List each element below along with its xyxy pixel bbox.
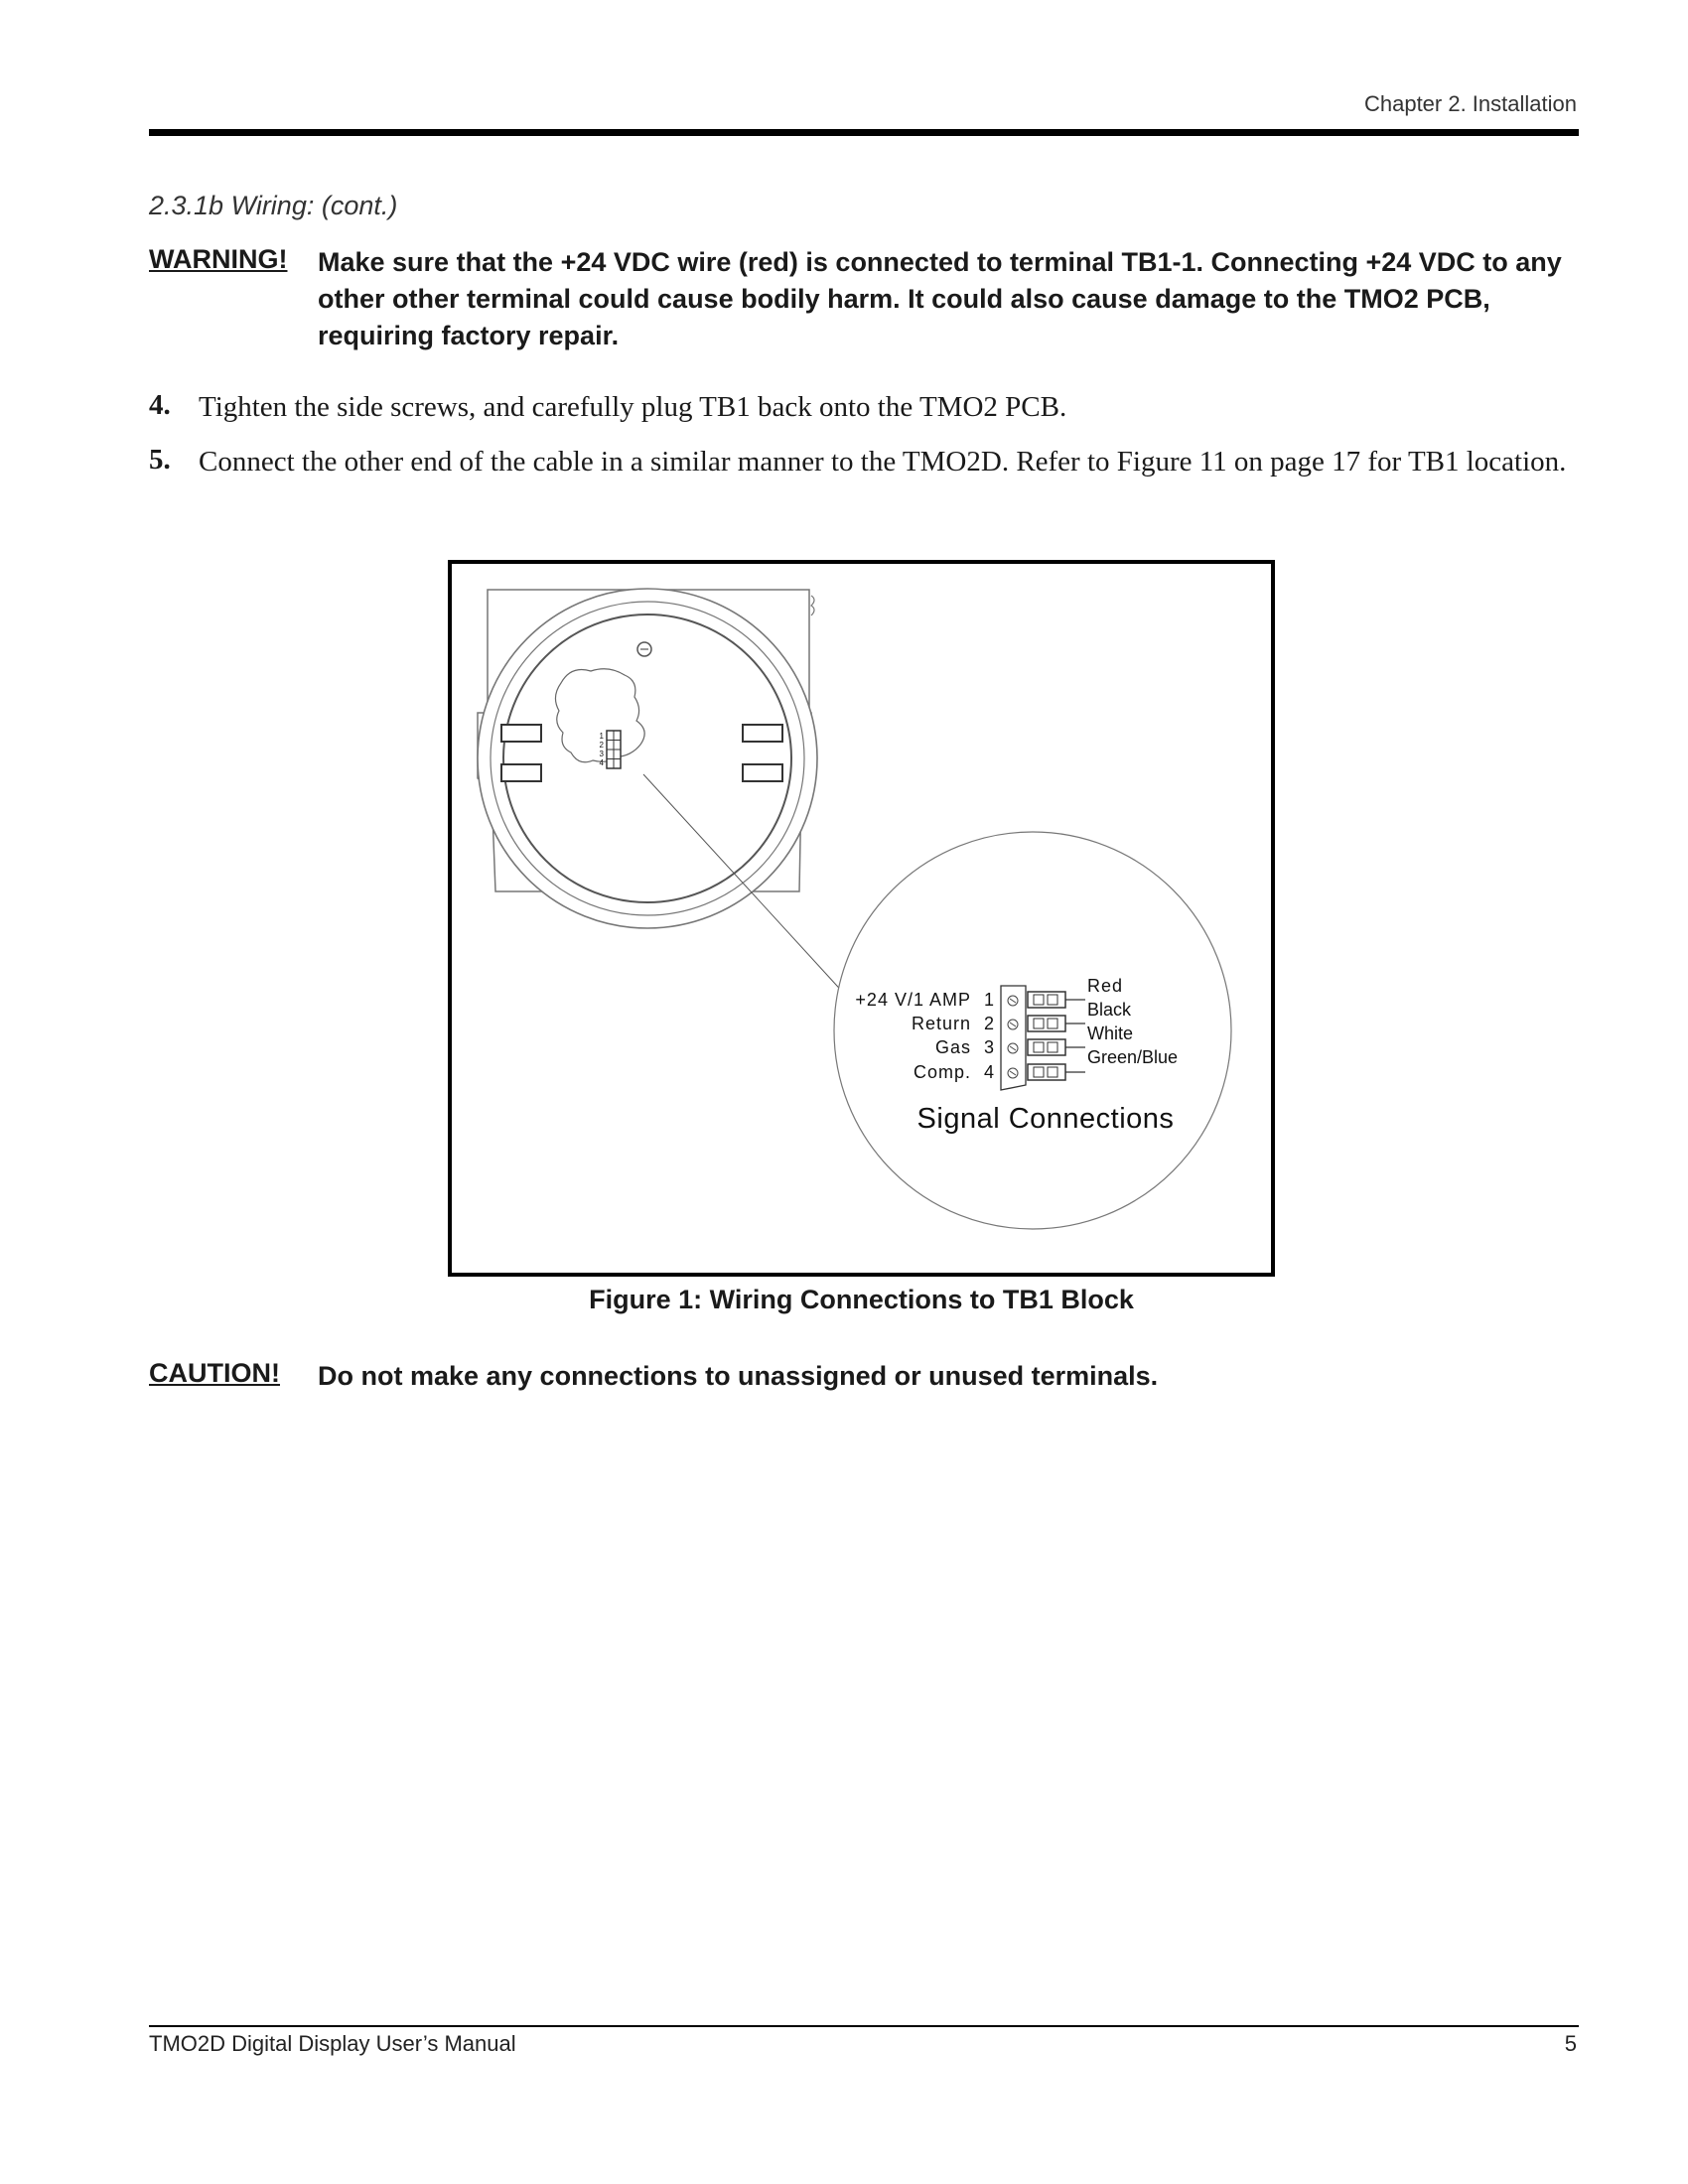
mini-terminal-number: 4	[599, 758, 604, 767]
terminal-number-3: 3	[983, 1037, 994, 1057]
step-text-4: Tighten the side screws, and carefully plug TB1 back onto the TMO2 PCB.	[199, 391, 1067, 423]
housing-outer-ring	[478, 589, 817, 928]
footer-manual-title: TMO2D Digital Display User’s Manual	[149, 2031, 516, 2056]
warning-text: Make sure that the +24 VDC wire (red) is connected to terminal TB1-1. Connecting +24 VDC to any other other terminal could cause bodily harm. It could also cause damage to the TMO2 PCB, requiring factory repair.	[318, 247, 1562, 350]
figure-caption: Figure 1: Wiring Connections to TB1 Block	[589, 1285, 1134, 1314]
terminal-label-4: Comp.	[913, 1062, 971, 1082]
chapter-heading: Chapter 2. Installation	[1363, 91, 1577, 116]
caution-text: Do not make any connections to unassigned or unused terminals.	[318, 1361, 1159, 1391]
mounting-tab-left-bottom	[501, 764, 541, 781]
step-number-4: 4.	[149, 389, 171, 421]
wire-color-1: Red	[1087, 976, 1124, 996]
mounting-tab-right-bottom	[743, 764, 782, 781]
mini-terminal-number: 2	[599, 741, 604, 750]
wire-color-2: Black	[1087, 1000, 1132, 1020]
section-title: 2.3.1b Wiring: (cont.)	[149, 191, 398, 220]
mounting-tab-left-top	[501, 725, 541, 742]
signal-connections-title: Signal Connections	[916, 1103, 1175, 1135]
step-text-5: Connect the other end of the cable in a similar manner to the TMO2D. Refer to Figure 11 on page 17 for TB1 location.	[199, 446, 1567, 478]
mounting-tab-right-top	[743, 725, 782, 742]
caution-label: CAUTION!	[149, 1358, 280, 1388]
footer-rule	[149, 2025, 1579, 2027]
mini-terminal-number: 1	[599, 732, 604, 741]
housing-corner-mark	[811, 596, 814, 615]
step-number-5: 5.	[149, 444, 171, 476]
terminal-number-4: 4	[983, 1062, 994, 1082]
header-rule	[149, 129, 1579, 136]
terminal-label-2: Return	[911, 1014, 971, 1033]
mini-terminal-number: 3	[599, 750, 604, 758]
terminal-number-2: 2	[983, 1014, 994, 1033]
wiring-figure	[448, 560, 1275, 1277]
terminal-label-3: Gas	[934, 1037, 971, 1057]
wire-color-4: Green/Blue	[1087, 1047, 1179, 1067]
warning-label: WARNING!	[149, 244, 288, 274]
wire-color-3: White	[1087, 1024, 1134, 1043]
terminal-label-1: +24 V/1 AMP	[855, 990, 971, 1010]
terminal-number-1: 1	[983, 990, 994, 1010]
page-number: 5	[1564, 2031, 1577, 2056]
wiring-diagram	[452, 564, 1271, 1273]
